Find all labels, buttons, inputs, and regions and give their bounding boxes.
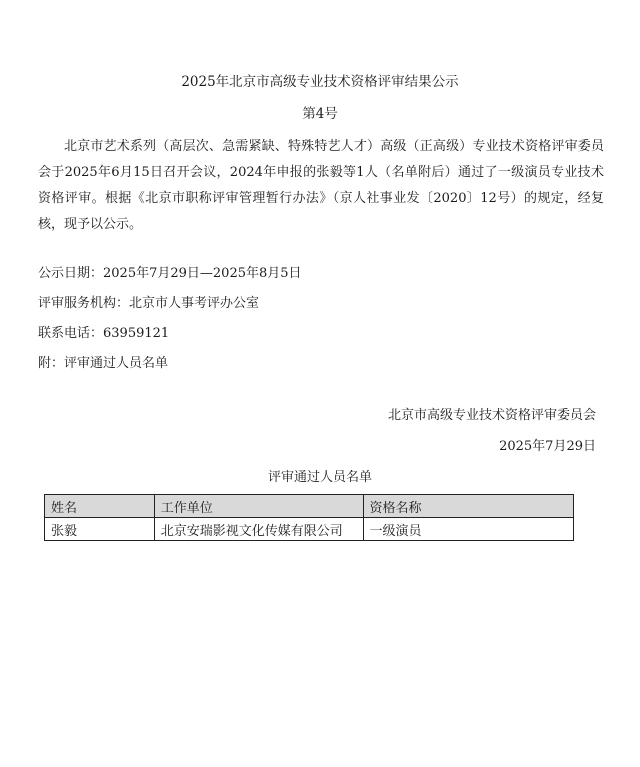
cell-employer: 北京安瑞影视文化传媒有限公司 bbox=[154, 518, 363, 541]
cell-name: 张毅 bbox=[45, 518, 155, 541]
signature-date: 2025年7月29日 bbox=[499, 439, 596, 454]
attachment-note: 附：评审通过人员名单 bbox=[38, 356, 169, 371]
table-row bbox=[45, 518, 574, 541]
service-agency: 评审服务机构：北京市人事考评办公室 bbox=[38, 296, 260, 311]
roster-title: 评审通过人员名单 bbox=[267, 470, 372, 485]
publicity-period: 公示日期：2025年7月29日—2025年8月5日 bbox=[38, 266, 302, 281]
header-qualification: 资格名称 bbox=[363, 495, 573, 518]
signature-organization: 北京市高级专业技术资格评审委员会 bbox=[387, 408, 596, 423]
contact-phone: 联系电话：63959121 bbox=[38, 326, 170, 341]
header-employer: 工作单位 bbox=[154, 495, 363, 518]
header-name: 姓名 bbox=[45, 495, 155, 518]
cell-qualification: 一级演员 bbox=[363, 518, 573, 541]
body-paragraph: 北京市艺术系列（高层次、急需紧缺、特殊特艺人才）高级（正高级）专业技术资格评审委员会于2025年6月15日召开会议，2024年申报的张毅等1人（名单附后）通过了一级演员专业技术资格评审。根据《北京市职称评审管理暂行办法》（京人社事业发〔2020〕12号）的规定，经复核，现予以公示。 bbox=[38, 139, 604, 232]
document-title: 2025年北京市高级专业技术资格评审结果公示 bbox=[181, 74, 459, 90]
roster-table bbox=[44, 494, 574, 541]
table-header-row bbox=[45, 495, 574, 518]
document-number: 第4号 bbox=[302, 106, 338, 122]
